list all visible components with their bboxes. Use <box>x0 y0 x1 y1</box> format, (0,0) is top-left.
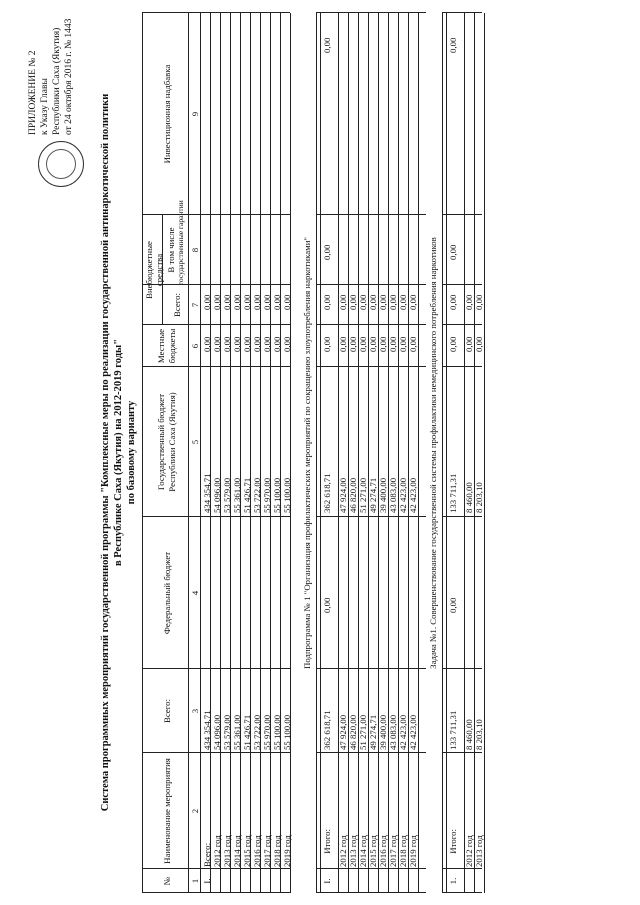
header-extra-1: Внебюджетные <box>144 241 154 299</box>
row-state: 53 722,00 <box>252 477 262 513</box>
row-local: 0,00 <box>212 336 222 352</box>
appendix-line-1: ПРИЛОЖЕНИЕ № 2 <box>28 50 38 135</box>
row-state: 46 820,00 <box>348 477 358 513</box>
row-label: 2012 год <box>464 835 474 867</box>
table-rule <box>250 13 251 893</box>
appendix-line-2: к Указу Главы <box>40 78 50 135</box>
col-number: 3 <box>190 708 200 714</box>
row-label: 2016 год <box>378 835 388 867</box>
row-total: 55 100,00 <box>272 714 282 750</box>
row-state: 55 361,00 <box>232 477 242 513</box>
table-rule <box>142 324 290 325</box>
table-rule <box>316 284 426 285</box>
table-rule <box>442 752 482 753</box>
table-rule <box>408 13 409 893</box>
table-rule <box>142 214 290 215</box>
table-rule <box>316 324 426 325</box>
row-state: 362 618,71 <box>322 473 332 513</box>
row-local: 0,00 <box>282 336 292 352</box>
row-label: 2014 год <box>358 835 368 867</box>
col-number: 9 <box>190 111 200 117</box>
header-extra-2: средства <box>154 253 164 287</box>
table-rule <box>442 324 482 325</box>
task-number: 1. <box>448 877 458 885</box>
table-rule <box>446 13 447 893</box>
row-incl: 0,00 <box>322 244 332 260</box>
table-rule <box>442 284 482 285</box>
header-local-1: Местные <box>156 328 166 364</box>
row-state: 43 083,00 <box>388 477 398 513</box>
table-rule <box>142 13 143 893</box>
table-rule <box>398 13 399 893</box>
row-label: 2013 год <box>222 835 232 867</box>
row-invest: 0,00 <box>322 37 332 53</box>
row-local: 0,00 <box>262 336 272 352</box>
row-total: 53 579,00 <box>222 714 232 750</box>
table-rule <box>378 13 379 893</box>
row-total: 39 400,00 <box>378 714 388 750</box>
row-total: 55 100,00 <box>282 714 292 750</box>
row-state: 51 271,00 <box>358 477 368 513</box>
row-label: 2012 год <box>338 835 348 867</box>
row-total: 46 820,00 <box>348 714 358 750</box>
table-rule <box>474 13 475 893</box>
table-rule <box>162 284 290 285</box>
table-rule <box>240 13 241 893</box>
table-rule <box>388 13 389 893</box>
row-local: 0,00 <box>408 336 418 352</box>
task-heading: Задача №1. Совершенствование государственной системы профилактики немедицинского потребления наркотиков <box>428 237 438 669</box>
row-local: 0,00 <box>448 336 458 352</box>
table-rule <box>316 516 426 517</box>
title-line-1: Система программных мероприятий государственной программы "Комплексные меры по реализации государственной антинаркотической политики <box>100 93 111 812</box>
row-state: 434 354,71 <box>202 473 212 513</box>
row-total: 55 361,00 <box>232 714 242 750</box>
header-federal: Федеральный бюджет <box>162 551 172 635</box>
header-extra-total: Всего: <box>172 293 182 318</box>
table-rule <box>188 13 189 893</box>
col-number: 1 <box>190 878 200 884</box>
row-extra: 0,00 <box>212 294 222 310</box>
header-name: Наименование мероприятия <box>162 758 172 864</box>
row-local: 0,00 <box>348 336 358 352</box>
row-state: 51 426,71 <box>242 477 252 513</box>
row-extra: 0,00 <box>348 294 358 310</box>
col-number: 4 <box>190 590 200 596</box>
row-state: 54 096,00 <box>212 477 222 513</box>
row-label: 2015 год <box>368 835 378 867</box>
row-extra: 0,00 <box>222 294 232 310</box>
table-rule <box>200 13 201 893</box>
row-total: 49 274,71 <box>368 714 378 750</box>
table-rule <box>220 13 221 893</box>
table-rule <box>442 366 482 367</box>
header-local-2: бюджеты <box>167 328 177 364</box>
header-state-1: Государственный бюджет <box>156 393 166 491</box>
table-rule <box>316 366 426 367</box>
subprogram-number: I. <box>322 878 332 884</box>
table-rule <box>230 13 231 893</box>
row-local: 0,00 <box>388 336 398 352</box>
row-extra: 0,00 <box>282 294 292 310</box>
row-local: 0,00 <box>252 336 262 352</box>
row-total: 53 722,00 <box>252 714 262 750</box>
row-local: 0,00 <box>322 336 332 352</box>
row-extra: 0,00 <box>252 294 262 310</box>
row-label: 2019 год <box>408 835 418 867</box>
title-line-2: в Республике Саха (Якутия) на 2012-2019 годы" <box>113 338 124 567</box>
row-extra: 0,00 <box>338 294 348 310</box>
row-total: 133 711,31 <box>448 710 458 750</box>
table-rule <box>316 13 317 893</box>
row-label: 2017 год <box>262 835 272 867</box>
row-local: 0,00 <box>474 336 484 352</box>
row-federal: 0,00 <box>448 597 458 613</box>
col-number: 8 <box>190 247 200 253</box>
row-total: 42 423,00 <box>408 714 418 750</box>
table-rule <box>358 13 359 893</box>
row-extra: 0,00 <box>368 294 378 310</box>
table-rule <box>316 214 426 215</box>
row-state: 133 711,31 <box>448 473 458 513</box>
row-label: Итого: <box>322 829 332 854</box>
table-rule <box>442 13 443 893</box>
table-rule <box>316 868 426 869</box>
row-extra: 0,00 <box>202 294 212 310</box>
row-total: 55 970,00 <box>262 714 272 750</box>
row-state: 55 100,00 <box>272 477 282 513</box>
row-total: 362 618,71 <box>322 710 332 750</box>
row-state: 8 203,10 <box>474 482 484 513</box>
appendix-line-4: от 24 октября 2016 г. № 1443 <box>64 18 74 135</box>
row-extra: 0,00 <box>474 294 484 310</box>
col-number: 6 <box>190 343 200 349</box>
row-local: 0,00 <box>232 336 242 352</box>
row-extra: 0,00 <box>232 294 242 310</box>
row-local: 0,00 <box>398 336 408 352</box>
row-extra: 0,00 <box>322 294 332 310</box>
table-rule <box>316 892 426 893</box>
table-rule <box>368 13 369 893</box>
table-rule <box>338 13 339 893</box>
table-rule <box>418 13 419 893</box>
row-state: 49 274,71 <box>368 477 378 513</box>
row-local: 0,00 <box>378 336 388 352</box>
row-total: 51 426,71 <box>242 714 252 750</box>
row-total: 42 423,00 <box>398 714 408 750</box>
header-extra-incl-2: государственные гарантии <box>176 200 185 285</box>
row-invest: 0,00 <box>448 37 458 53</box>
row-extra: 0,00 <box>448 294 458 310</box>
row-extra: 0,00 <box>388 294 398 310</box>
table-rule <box>142 892 290 893</box>
row-total: 43 083,00 <box>388 714 398 750</box>
header-invest: Инвестиционная надбавка <box>162 64 172 164</box>
row-federal: 0,00 <box>322 597 332 613</box>
row-incl: 0,00 <box>448 244 458 260</box>
table-rule <box>484 13 485 893</box>
row-label: 2018 год <box>398 835 408 867</box>
row-total: 54 096,00 <box>212 714 222 750</box>
table-rule <box>316 12 426 13</box>
table-rule <box>142 12 290 13</box>
table-rule <box>142 366 290 367</box>
table-rule <box>442 668 482 669</box>
row-label: 2013 год <box>348 835 358 867</box>
row-state: 47 924,00 <box>338 477 348 513</box>
row-state: 39 400,00 <box>378 477 388 513</box>
row-state: 55 970,00 <box>262 477 272 513</box>
table-rule <box>210 13 211 893</box>
row-state: 42 423,00 <box>408 477 418 513</box>
table-rule <box>162 215 163 325</box>
table-rule <box>316 752 426 753</box>
row-label: 2015 год <box>242 835 252 867</box>
col-number: 2 <box>190 808 200 814</box>
row-extra: 0,00 <box>262 294 272 310</box>
table-rule <box>290 13 291 893</box>
row-total: 8 460,00 <box>464 719 474 750</box>
row-state: 53 579,00 <box>222 477 232 513</box>
table-rule <box>142 752 290 753</box>
row-label: 2012 год <box>212 835 222 867</box>
row-total: 434 354,71 <box>202 710 212 750</box>
row-label: 2018 год <box>272 835 282 867</box>
table-rule <box>316 668 426 669</box>
row-total: 8 203,10 <box>474 719 484 750</box>
row-label: Итого: <box>448 829 458 854</box>
row-total: 47 924,00 <box>338 714 348 750</box>
header-extra-incl-1: В том числе <box>166 227 176 273</box>
row-extra: 0,00 <box>242 294 252 310</box>
table-rule <box>442 516 482 517</box>
table-rule <box>320 13 321 893</box>
row-extra: 0,00 <box>398 294 408 310</box>
table-rule <box>442 214 482 215</box>
title-line-3: по базовому варианту <box>126 400 137 505</box>
table-rule <box>442 12 482 13</box>
table-rule <box>464 13 465 893</box>
row-local: 0,00 <box>242 336 252 352</box>
row-label: 2014 год <box>232 835 242 867</box>
section-number: I. <box>202 878 212 884</box>
row-label: 2017 год <box>388 835 398 867</box>
table-rule <box>260 13 261 893</box>
row-local: 0,00 <box>338 336 348 352</box>
row-local: 0,00 <box>358 336 368 352</box>
row-local: 0,00 <box>272 336 282 352</box>
table-rule <box>142 868 290 869</box>
row-label: Всего: <box>202 842 212 867</box>
header-total: Всего: <box>162 699 172 724</box>
row-state: 55 100,00 <box>282 477 292 513</box>
row-state: 8 460,00 <box>464 482 474 513</box>
row-extra: 0,00 <box>464 294 474 310</box>
row-extra: 0,00 <box>378 294 388 310</box>
row-label: 2019 год <box>282 835 292 867</box>
table-rule <box>442 868 482 869</box>
appendix-line-3: Республики Саха (Якутия) <box>52 27 62 135</box>
row-state: 42 423,00 <box>398 477 408 513</box>
subprogram-heading: Подпрограмма № 1 "Организация профилактических мероприятий по сокращению злоупотребления наркотиками" <box>302 236 312 670</box>
row-total: 51 271,00 <box>358 714 368 750</box>
table-rule <box>442 892 482 893</box>
row-extra: 0,00 <box>358 294 368 310</box>
table-rule <box>280 13 281 893</box>
col-number: 7 <box>190 302 200 308</box>
table-rule <box>142 516 290 517</box>
row-local: 0,00 <box>202 336 212 352</box>
row-label: 2016 год <box>252 835 262 867</box>
row-local: 0,00 <box>222 336 232 352</box>
header-state-2: Республики Саха (Якутия) <box>167 392 177 492</box>
row-extra: 0,00 <box>408 294 418 310</box>
budget-table <box>142 13 622 893</box>
header-number: № <box>162 876 172 886</box>
row-local: 0,00 <box>464 336 474 352</box>
table-rule <box>142 668 290 669</box>
table-rule <box>270 13 271 893</box>
row-label: 2013 год <box>474 835 484 867</box>
official-seal-stamp <box>38 141 84 187</box>
col-number: 5 <box>190 439 200 445</box>
table-rule <box>348 13 349 893</box>
row-extra: 0,00 <box>272 294 282 310</box>
row-local: 0,00 <box>368 336 378 352</box>
